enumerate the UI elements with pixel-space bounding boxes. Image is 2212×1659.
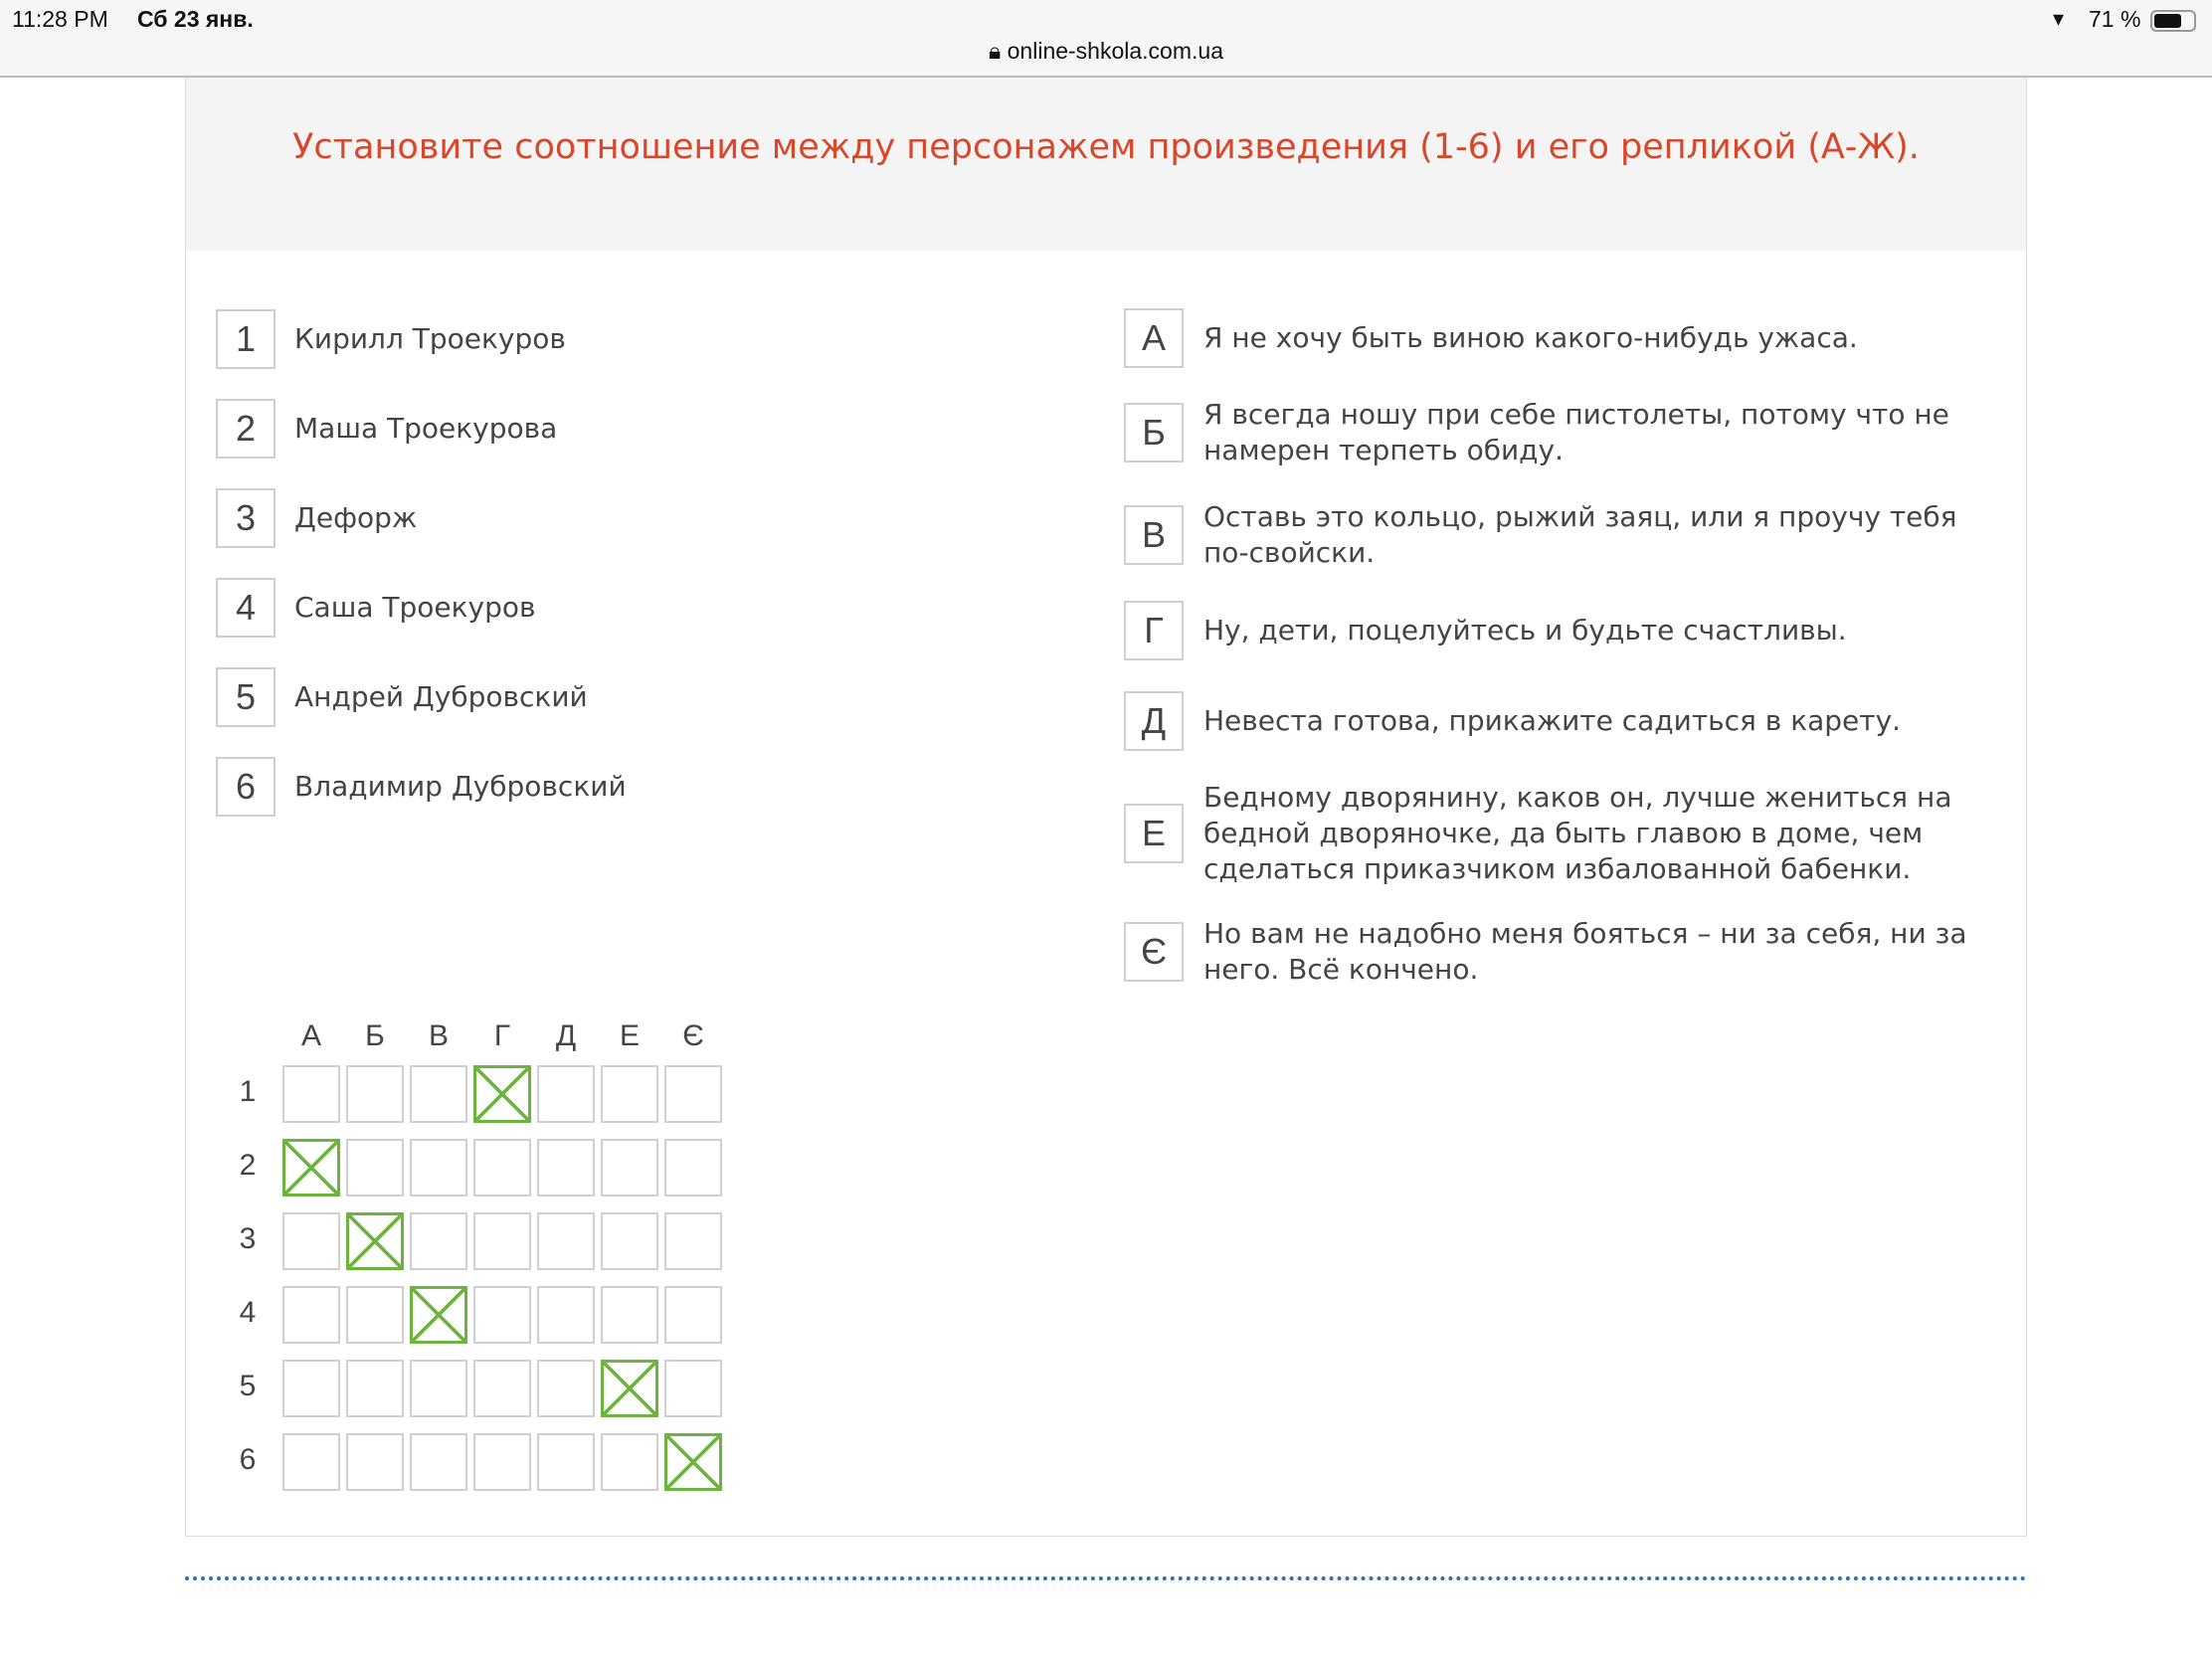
answer-cell[interactable] [346, 1139, 404, 1197]
reply-text: Я не хочу быть виною какого-нибудь ужаса. [1203, 321, 1858, 354]
grid-row-header: 3 [239, 1222, 257, 1255]
character-name: Владимир Дубровский [294, 770, 627, 803]
answer-cell[interactable] [473, 1433, 531, 1491]
answer-cell[interactable] [664, 1286, 722, 1344]
reply-text: Бедному дворянину, каков он, лучше жениться на бедной дворяночке, да быть главою в доме, чем сделаться приказчиком избалованной бабенки. [1203, 781, 1952, 885]
answer-cell[interactable] [410, 1433, 467, 1491]
answer-cell[interactable] [346, 1360, 404, 1417]
character-number-box: 6 [216, 757, 276, 817]
answer-cell[interactable] [346, 1065, 404, 1123]
answer-cell[interactable] [537, 1065, 595, 1123]
battery-percent: 71 % [2089, 6, 2141, 32]
answer-cell[interactable] [282, 1360, 340, 1417]
answer-cell[interactable] [537, 1286, 595, 1344]
answer-cell[interactable] [537, 1433, 595, 1491]
answer-cell-checked[interactable] [664, 1433, 722, 1491]
answer-cell[interactable] [601, 1433, 658, 1491]
cross-check-icon [667, 1436, 719, 1488]
reply-text: Но вам не надобно меня бояться – ни за себя, ни за него. Всё кончено. [1203, 917, 1967, 986]
url-bar[interactable] [0, 38, 2212, 65]
character-number-box: 2 [216, 399, 276, 459]
grid-column-header: Г [493, 1019, 511, 1052]
character-name: Андрей Дубровский [294, 680, 588, 713]
task-header [186, 78, 2026, 251]
reply-letter-box: А [1124, 308, 1184, 368]
answer-cell[interactable] [410, 1360, 467, 1417]
answer-cell[interactable] [537, 1360, 595, 1417]
reply-letter-box: Е [1124, 804, 1184, 863]
reply-letter-box: Д [1124, 691, 1184, 751]
character-name: Дефорж [294, 501, 418, 534]
grid-column-header: А [300, 1019, 321, 1052]
answer-cell[interactable] [537, 1212, 595, 1270]
wifi-icon: ▾ [2053, 6, 2065, 31]
answer-cell[interactable] [346, 1286, 404, 1344]
cross-check-icon [349, 1215, 401, 1267]
answer-cell[interactable] [282, 1286, 340, 1344]
grid-row-header: 2 [239, 1149, 257, 1182]
task-title: Установите соотношение между персонажем произведения (1-6) и его репликой (А-Ж). [292, 127, 1920, 167]
grid-row-header: 1 [239, 1075, 257, 1108]
answer-cell[interactable] [601, 1212, 658, 1270]
answer-cell[interactable] [282, 1065, 340, 1123]
answer-cell-checked[interactable] [473, 1065, 531, 1123]
character-number-box: 4 [216, 578, 276, 638]
answer-cell[interactable] [346, 1433, 404, 1491]
answer-cell-checked[interactable] [410, 1286, 467, 1344]
lock-icon: 🔒︎ [989, 38, 1008, 64]
character-name: Саша Троекуров [294, 591, 536, 624]
answer-cell-checked[interactable] [346, 1212, 404, 1270]
reply-text: Я всегда ношу при себе пистолеты, потому что не намерен терпеть обиду. [1203, 398, 1949, 466]
status-time: 11:28 PM [12, 6, 108, 32]
url-text: online-shkola.com.ua [1007, 38, 1223, 64]
reply-letter-box: Г [1124, 601, 1184, 660]
answer-cell[interactable] [282, 1433, 340, 1491]
cross-check-icon [604, 1363, 655, 1414]
answer-cell[interactable] [601, 1139, 658, 1197]
grid-column-header: Е [619, 1019, 640, 1052]
answer-cell[interactable] [282, 1212, 340, 1270]
answer-cell[interactable] [664, 1212, 722, 1270]
answer-cell[interactable] [410, 1212, 467, 1270]
reply-text: Ну, дети, поцелуйтесь и будьте счастливы. [1203, 614, 1847, 646]
answer-cell[interactable] [410, 1065, 467, 1123]
grid-column-header: Б [365, 1019, 385, 1052]
status-date: Сб 23 янв. [137, 6, 254, 32]
grid-column-header: Д [555, 1019, 577, 1052]
grid-row-header: 4 [239, 1296, 257, 1329]
cross-check-icon [285, 1142, 337, 1194]
answer-cell[interactable] [664, 1065, 722, 1123]
character-name: Кирилл Троекуров [294, 322, 566, 355]
grid-column-header: В [428, 1019, 449, 1052]
reply-letter-box: Б [1124, 403, 1184, 462]
answer-cell[interactable] [410, 1139, 467, 1197]
character-name: Маша Троекурова [294, 412, 558, 445]
character-number-box: 5 [216, 667, 276, 727]
grid-column-header: Є [682, 1019, 704, 1052]
answer-cell[interactable] [664, 1139, 722, 1197]
grid-row-header: 5 [239, 1370, 257, 1402]
answer-cell[interactable] [601, 1065, 658, 1123]
answer-cell-checked[interactable] [282, 1139, 340, 1197]
reply-letter-box: Є [1124, 922, 1184, 982]
browser-top-bar [0, 0, 2212, 78]
dotted-divider [185, 1576, 2027, 1580]
reply-text: Невеста готова, прикажите садиться в карету. [1203, 704, 1902, 737]
grid-row-header: 6 [239, 1443, 257, 1476]
reply-letter-box: В [1124, 505, 1184, 565]
answer-cell[interactable] [537, 1139, 595, 1197]
answer-cell[interactable] [473, 1212, 531, 1270]
answer-cell[interactable] [473, 1139, 531, 1197]
answer-cell[interactable] [473, 1286, 531, 1344]
answer-cell[interactable] [473, 1360, 531, 1417]
battery-icon [2150, 10, 2196, 32]
cross-check-icon [476, 1068, 528, 1120]
answer-cell-checked[interactable] [601, 1360, 658, 1417]
cross-check-icon [413, 1289, 464, 1341]
reply-text: Оставь это кольцо, рыжий заяц, или я проучу тебя по-свойски. [1203, 500, 1957, 569]
answer-cell[interactable] [601, 1286, 658, 1344]
answer-cell[interactable] [664, 1360, 722, 1417]
character-number-box: 3 [216, 488, 276, 548]
character-number-box: 1 [216, 309, 276, 369]
